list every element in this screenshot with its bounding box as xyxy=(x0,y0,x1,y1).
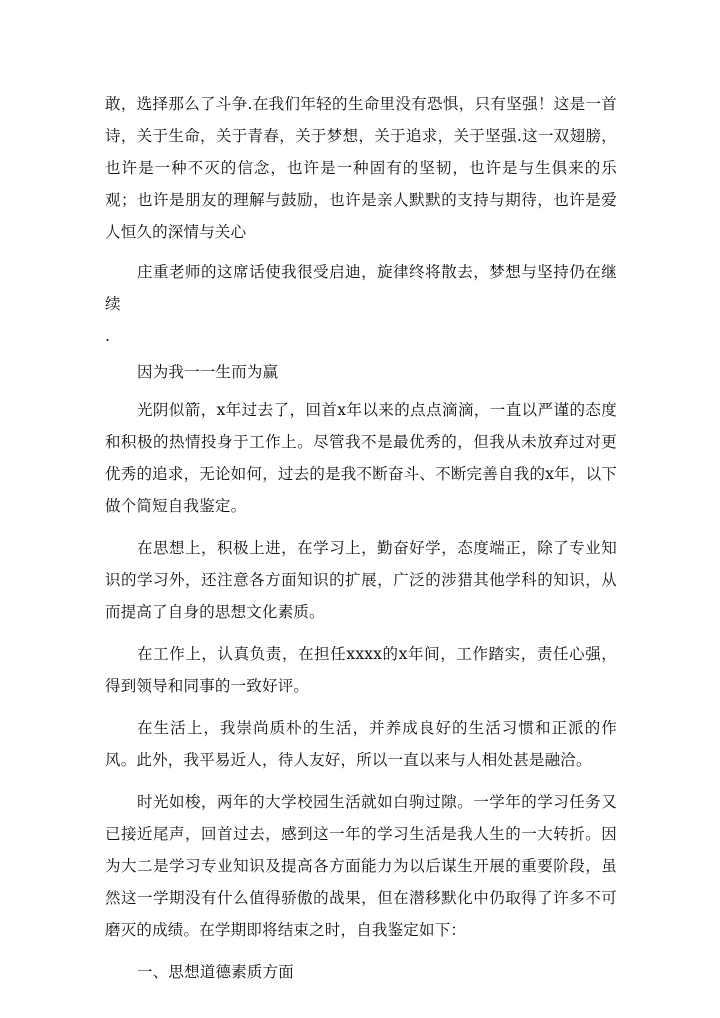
paragraph-poem-continuation: 敢，选择那么了斗争.在我们年轻的生命里没有恐惧，只有坚强！这是一首诗，关于生命，关于青春，关于梦想，关于追求，关于坚强.这一双翅膀，也许是一种不灭的信念，也许是一种固有的坚韧，也许是与生俱来的乐观；也许是朋友的理解与鼓励，也许是亲人默默的支持与期待，也许是爱人恒久的深情与关心 xyxy=(105,95,617,241)
paragraph-college: 时光如梭，两年的大学校园生活就如白驹过隙。一学年的学习任务又已接近尾声，回首过去，感到这一年的学习生活是我人生的一大转折。因为大二是学习专业知识及提高各方面能力为以后谋生开展的重要阶段，虽然这一学期没有什么值得骄傲的战果，但在潜移默化中仍取得了许多不可磨灭的成绩。在学期即将结束之时，自我鉴定如下： xyxy=(105,793,617,939)
document-body xyxy=(105,88,617,988)
paragraph-life: 在生活上，我崇尚质朴的生活，并养成良好的生活习惯和正派的作风。此外，我平易近人，待人友好，所以一直以来与人相处甚是融洽。 xyxy=(105,719,617,769)
section-title: 因为我一一生而为赢 xyxy=(137,363,279,381)
paragraph-orphan-period: . xyxy=(105,327,111,345)
paragraph-thought: 在思想上，积极上进，在学习上，勤奋好学，态度端正，除了专业知识的学习外，还注意各方面知识的扩展，广泛的涉猎其他学科的知识，从而提高了自身的思想文化素质。 xyxy=(105,539,617,621)
paragraph-teacher-remark: 庄重老师的这席话使我很受启迪，旋律终将散去，梦想与坚持仍在继续 xyxy=(105,263,617,313)
paragraph-intro: 光阴似箭，x年过去了，回首x年以来的点点滴滴，一直以严谨的态度和积极的热情投身于工作上。尽管我不是最优秀的，但我从未放弃过对更优秀的追求，无论如何，过去的是我不断奋斗、不断完善自我的x年，以下做个简短自我鉴定。 xyxy=(105,401,617,515)
paragraph-work: 在工作上，认真负责，在担任xxxx的x年间，工作踏实，责任心强，得到领导和同事的一致好评。 xyxy=(105,645,617,695)
heading-moral-quality: 一、思想道德素质方面 xyxy=(137,963,295,981)
